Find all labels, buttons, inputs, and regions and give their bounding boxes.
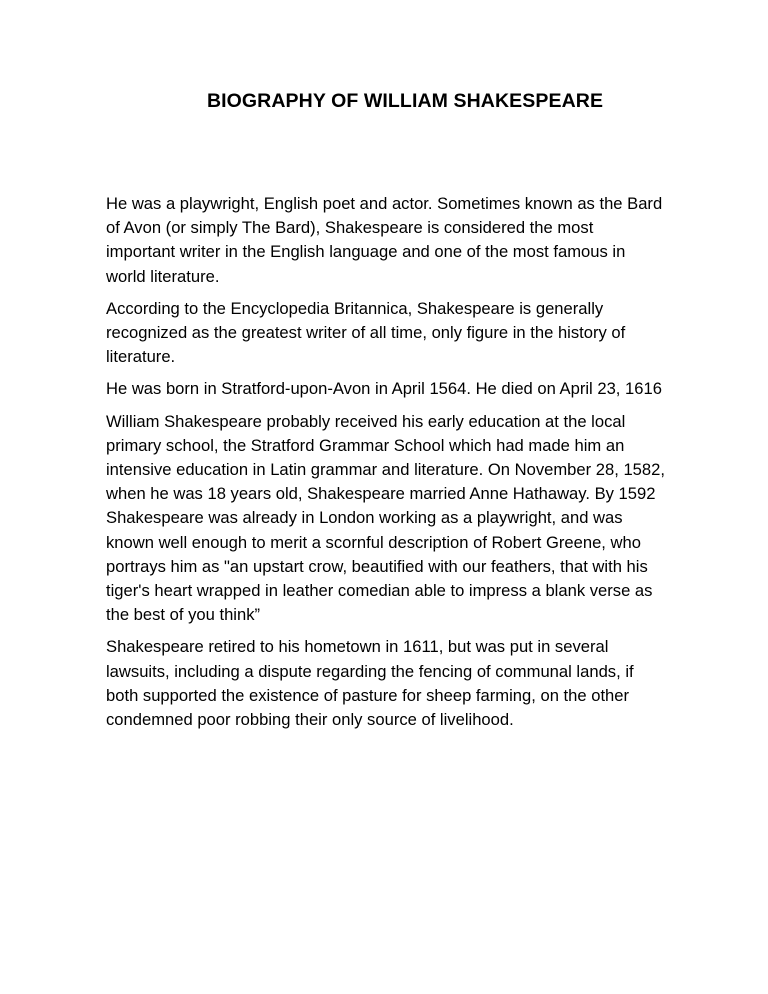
paragraph-education-marriage: William Shakespeare probably received his early education at the local primary school, the Stratford Grammar School which had made him an intensive education in Latin grammar and literature. On November 28, 1582, when he was 18 years old, Shakespeare married Anne Hathaway. By 1592 Shakespeare was already in London working as a playwright, and was known well enough to merit a scornful description of Robert Greene, who portrays him as "an upstart crow, beautified with our feathers, that with his tiger's heart wrapped in leather comedian able to impress a blank verse as the best of you think”: [106, 411, 665, 625]
paragraph-birth-death: He was born in Stratford-upon-Avon in April 1564. He died on April 23, 1616: [106, 379, 662, 399]
paragraph-intro: He was a playwright, English poet and actor. Sometimes known as the Bard of Avon (or simply The Bard), Shakespeare is considered the most important writer in the English language and one of the most famous in world literature.: [106, 194, 663, 286]
paragraph-britannica: According to the Encyclopedia Britannica, Shakespeare is generally recognized as the greatest writer of all time, only figure in the history of literature.: [106, 298, 626, 367]
paragraph-retirement: Shakespeare retired to his hometown in 1611, but was put in several lawsuits, including a dispute regarding the fencing of communal lands, if both supported the existence of pasture for sheep farming, on the other condemned poor robbing their only source of livelihood.: [106, 637, 634, 730]
document-body: [106, 192, 666, 740]
document-title: BIOGRAPHY OF WILLIAM SHAKESPEARE: [206, 90, 604, 112]
